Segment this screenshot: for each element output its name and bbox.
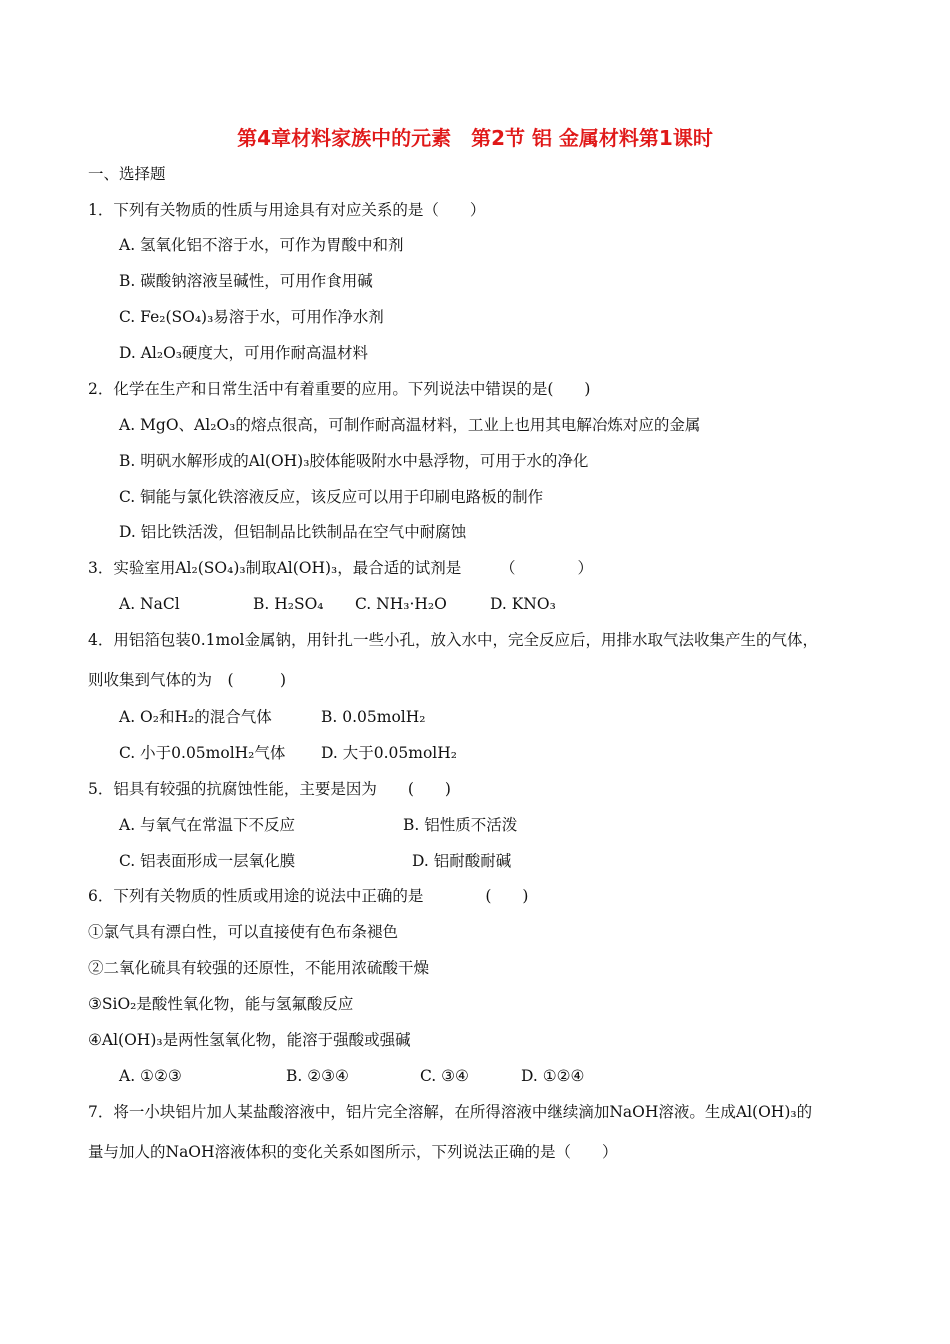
- question-3-option-c: C. NH₃·H₂O: [355, 595, 447, 613]
- question-4-options-row-2: [119, 743, 619, 765]
- question-7-stem-line-2: 量与加人的NaOH溶液体积的变化关系如图所示，下列说法正确的是（ ）: [88, 1143, 618, 1161]
- page-title: 第4章材料家族中的元素 第2节 铝 金属材料第1课时: [237, 126, 713, 150]
- question-4-option-b: B. 0.05molH₂: [321, 708, 426, 726]
- question-3-option-b: B. H₂SO₄: [253, 595, 324, 613]
- question-5-option-a: A. 与氧气在常温下不反应: [119, 816, 296, 834]
- question-1-stem: 1．下列有关物质的性质与用途具有对应关系的是（ ）: [88, 201, 486, 219]
- question-6-option-b: B. ②③④: [286, 1067, 349, 1085]
- question-5-options-row-1: [119, 815, 639, 837]
- question-3-option-d: D. KNO₃: [490, 595, 556, 613]
- question-5-option-b: B. 铝性质不活泼: [403, 816, 518, 834]
- question-6-options: [119, 1066, 639, 1088]
- question-5-options-row-2: [119, 851, 639, 873]
- question-6-statement-3: ③SiO₂是酸性氧化物，能与氢氟酸反应: [88, 995, 354, 1013]
- question-4-options-row-1: [119, 707, 619, 729]
- question-2-option-d: D. 铝比铁活泼，但铝制品比铁制品在空气中耐腐蚀: [119, 523, 467, 541]
- question-6-option-c: C. ③④: [420, 1067, 469, 1085]
- question-4-option-d: D. 大于0.05molH₂: [321, 744, 457, 762]
- question-6-option-d: D. ①②④: [521, 1067, 585, 1085]
- question-3-stem: 3．实验室用Al₂(SO₄)₃制取Al(OH)₃，最合适的试剂是 （ ）: [88, 559, 594, 577]
- question-6-option-a: A. ①②③: [119, 1067, 182, 1085]
- question-2-option-a: A. MgO、Al₂O₃的熔点很高，可制作耐高温材料，工业上也用其电解冶炼对应的金属: [119, 416, 701, 434]
- question-1-option-b: B. 碳酸钠溶液呈碱性，可用作食用碱: [119, 272, 373, 290]
- question-1-option-d: D. Al₂O₃硬度大，可用作耐高温材料: [119, 344, 369, 362]
- question-4-option-a: A. O₂和H₂的混合气体: [119, 708, 272, 726]
- question-1-option-a: A. 氢氧化铝不溶于水，可作为胃酸中和剂: [119, 236, 404, 254]
- question-2-option-c: C. 铜能与氯化铁溶液反应，该反应可以用于印刷电路板的制作: [119, 488, 544, 506]
- question-1-option-c: C. Fe₂(SO₄)₃易溶于水，可用作净水剂: [119, 308, 384, 326]
- question-5-option-c: C. 铝表面形成一层氧化膜: [119, 852, 296, 870]
- section-heading: 一、选择题: [88, 165, 166, 183]
- question-4-option-c: C. 小于0.05molH₂气体: [119, 744, 286, 762]
- question-4-stem-line-1: 4．用铝箔包装0.1mol金属钠，用针扎一些小孔，放入水中，完全反应后，用排水取气法收集产生的气体，: [88, 631, 819, 649]
- question-6-statement-1: ①氯气具有漂白性，可以直接使有色布条褪色: [88, 923, 399, 941]
- question-6-statement-4: ④Al(OH)₃是两性氢氧化物，能溶于强酸或强碱: [88, 1031, 411, 1049]
- question-3-option-a: A. NaCl: [119, 595, 180, 613]
- question-2-option-b: B. 明矾水解形成的Al(OH)₃胶体能吸附水中悬浮物，可用于水的净化: [119, 452, 589, 470]
- question-2-stem: 2．化学在生产和日常生活中有着重要的应用。下列说法中错误的是( ): [88, 380, 591, 398]
- question-4-stem-line-2: 则收集到气体的为 ( ): [88, 671, 287, 689]
- question-3-options: [119, 594, 679, 616]
- question-6-stem: 6．下列有关物质的性质或用途的说法中正确的是 ( ): [88, 887, 529, 905]
- question-6-statement-2: ②二氧化硫具有较强的还原性，不能用浓硫酸干燥: [88, 959, 430, 977]
- question-5-option-d: D. 铝耐酸耐碱: [412, 852, 512, 870]
- question-7-stem-line-1: 7．将一小块铝片加人某盐酸溶液中，铝片完全溶解，在所得溶液中继续滴加NaOH溶液。生成Al(OH)₃的: [88, 1103, 813, 1121]
- question-5-stem: 5．铝具有较强的抗腐蚀性能，主要是因为 ( ): [88, 780, 451, 798]
